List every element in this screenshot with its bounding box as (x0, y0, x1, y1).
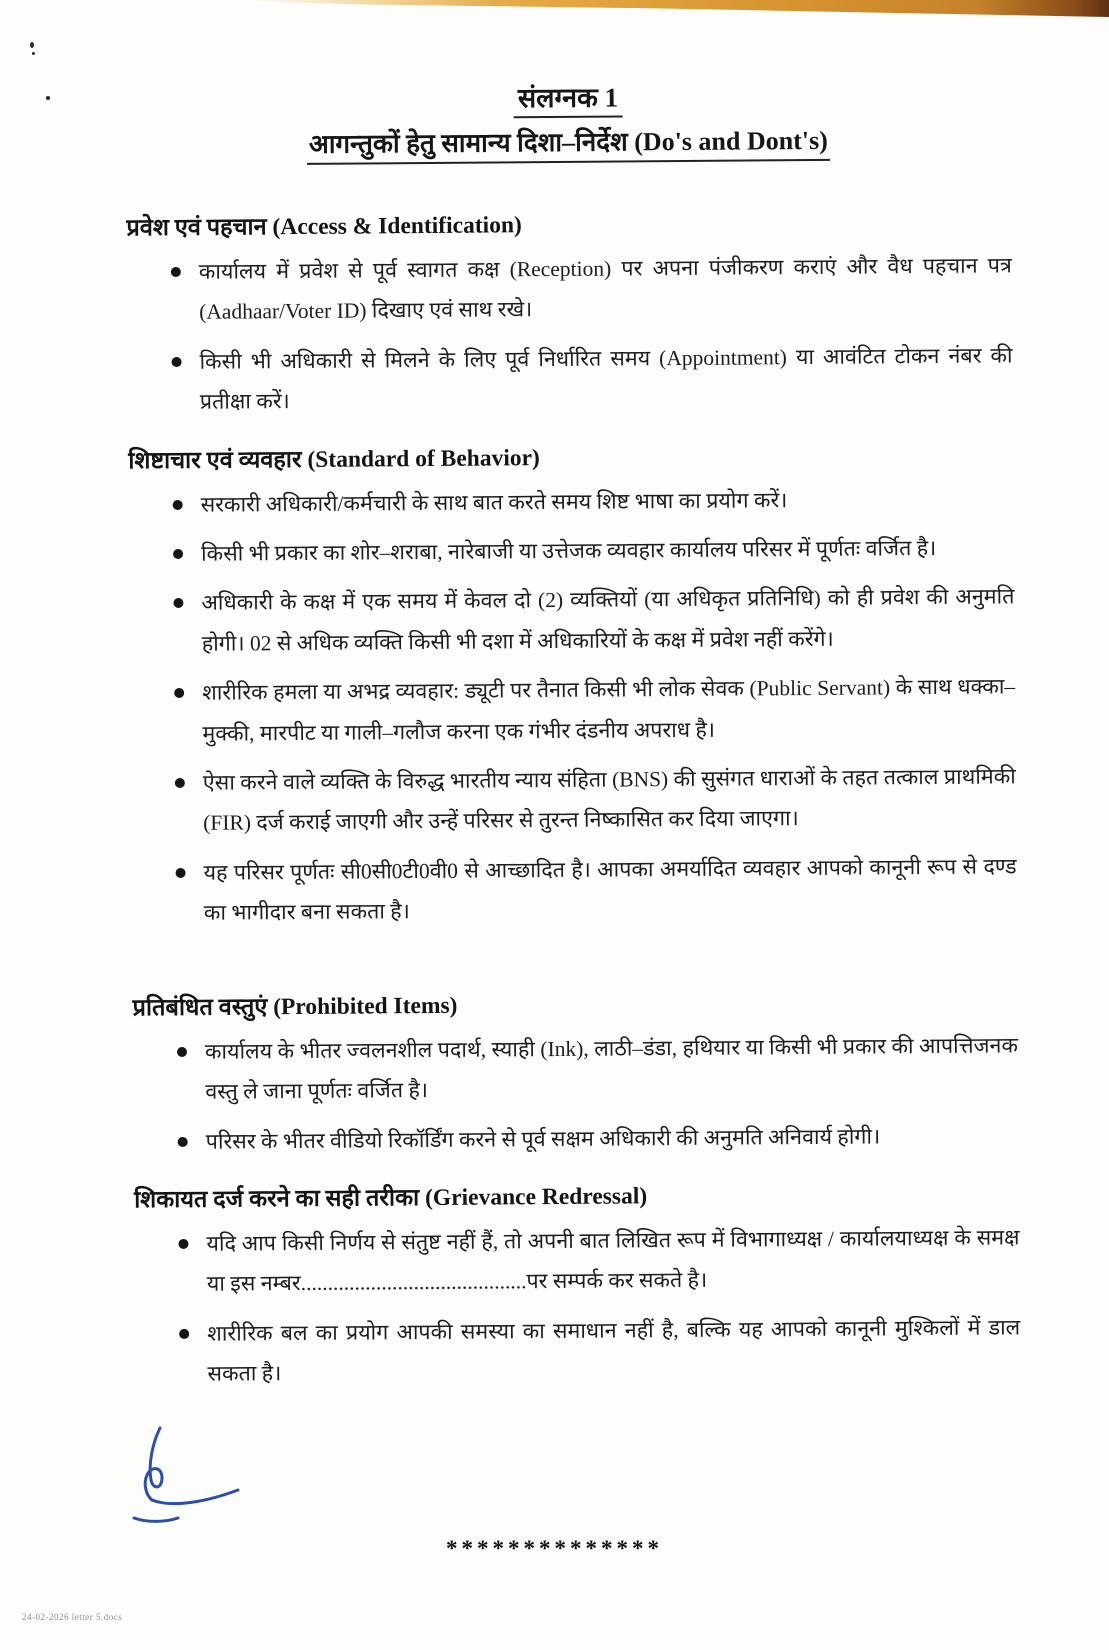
section-heading: शिष्टाचार एवं व्यवहार (Standard of Behavior) (128, 444, 540, 474)
section-prohibited-items (132, 983, 1018, 1162)
list-item: यह परिसर पूर्णतः सी0सी0टी0वी0 से आच्छादित है। आपका अमर्यादित व्यवहार आपको कानूनी रूप से दण्ड का भागीदार बना सकता है। (171, 846, 1017, 933)
section-heading: शिकायत दर्ज करने का सही तरीका (Grievance Redressal) (134, 1183, 648, 1214)
list-item: कार्यालय के भीतर ज्वलनशील पदार्थ, स्याही (Ink), लाठी–डंडा, हथियार या किसी भी प्रकार की आपत्तिजनक वस्तु ले जाना पूर्णतः वर्जित है। (173, 1025, 1019, 1112)
list-item: शारीरिक बल का प्रयोग आपकी समस्या का समाधान नहीं है, बल्कि यह आपको कानूनी मुश्किलों में डाल सकता है। (175, 1307, 1021, 1394)
bullet-list (129, 478, 1017, 934)
list-item: अधिकारी के कक्ष में एक समय में केवल दो (2) व्यक्तियों (या अधिकृत प्रतिनिधि) को ही प्रवेश की अनुमति होगी। 02 से अधिक व्यक्ति किसी भी दशा में अधिकारियों के कक्ष में प्रवेश नहीं करेंगे। (169, 577, 1015, 664)
section-heading: प्रतिबंधित वस्तुएं (Prohibited Items) (132, 992, 458, 1022)
list-item: यदि आप किसी निर्णय से संतुष्ट नहीं हैं, तो अपनी बात लिखित रूप में विभागाध्यक्ष / कार्यालयाध्यक्ष के समक्ष या इस नम्बर..........................................पर सम्पर्क कर सकते है। (174, 1217, 1020, 1304)
list-item: शारीरिक हमला या अभद्र व्यवहार: ड्यूटी पर तैनात किसी भी लोक सेवक (Public Servant) के साथ धक्का–मुक्की, मारपीट या गाली–गलौज करना एक गंभीर दंडनीय अपराध है। (170, 667, 1016, 754)
asterisk-divider: ************** (446, 1536, 663, 1561)
signature-ink (126, 1422, 276, 1542)
title-block (125, 74, 1011, 166)
section-access-identification (126, 203, 1013, 423)
list-item: परिसर के भीतर वीडियो रिकॉर्डिंग करने से पूर्व सक्षम अधिकारी की अनुमति अनिवार्य होगी। (174, 1115, 1019, 1162)
annexure-title: संलग्नक 1 (514, 77, 622, 118)
list-item: किसी भी प्रकार का शोर–शराबा, नारेबाजी या उत्तेजक व्यवहार कार्यालय परिसर में पूर्णतः वर्जित है। (169, 527, 1014, 574)
list-item: सरकारी अधिकारी/कर्मचारी के साथ बात करते समय शिष्ट भाषा का प्रयोग करें। (169, 478, 1014, 525)
section-standard-of-behavior (128, 436, 1017, 934)
bullet-list (127, 245, 1013, 423)
section-heading: प्रवेश एवं पहचान (Access & Identification) (126, 212, 522, 242)
bullet-list (134, 1217, 1020, 1395)
section-grievance-redressal (134, 1175, 1021, 1395)
list-item: ऐसा करने वाले व्यक्ति के विरुद्ध भारतीय न्याय संहिता (BNS) की सुसंगत धाराओं के तहत तत्काल प्राथमिकी (FIR) दर्ज कराई जाएगी और उन्हें परिसर से तुरन्त निष्कासित कर दिया जाएगा। (171, 756, 1017, 843)
list-item: कार्यालय में प्रवेश से पूर्व स्वागत कक्ष (Reception) पर अपना पंजीकरण कराएं और वैध पहचान पत्र (Aadhaar/Voter ID) दिखाए एवं साथ रखे। (167, 245, 1013, 332)
page-title: आगन्तुकों हेतु सामान्य दिशा–निर्देश (Do's and Dont's) (307, 121, 830, 165)
list-item: किसी भी अधिकारी से मिलने के लिए पूर्व निर्धारित समय (Appointment) या आवंटित टोकन नंबर की प्रतीक्षा करें। (167, 335, 1013, 422)
bullet-list (133, 1025, 1019, 1162)
footer-filename: 24-02-2026 letter 5.docs (22, 1612, 123, 1622)
